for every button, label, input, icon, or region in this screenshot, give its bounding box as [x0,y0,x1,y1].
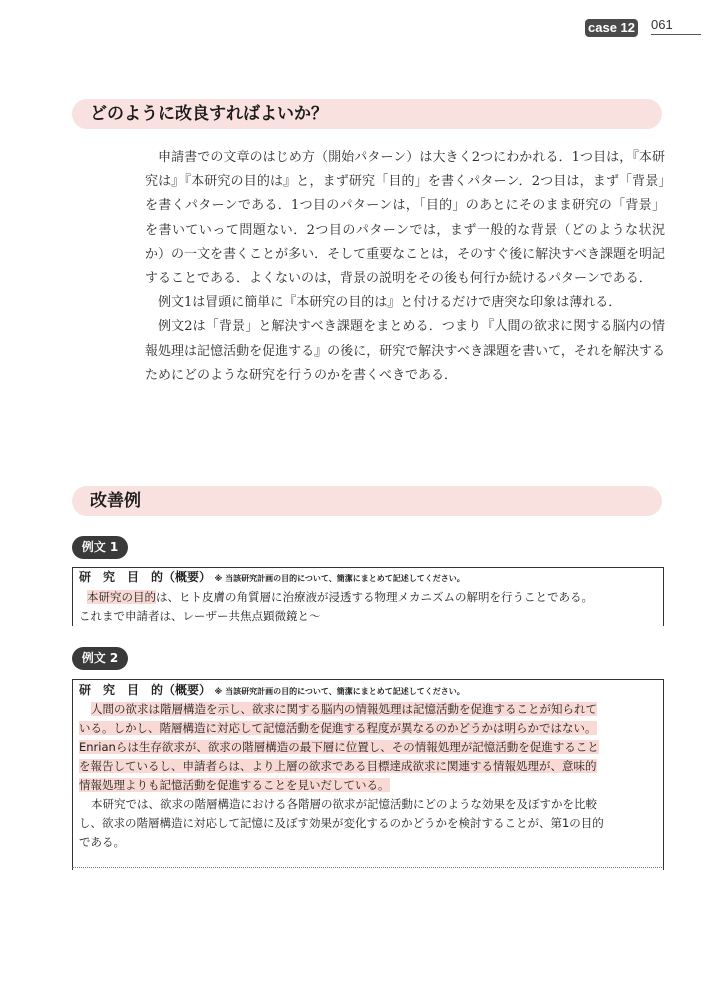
highlight: を報告しているし、申請者らは、より上層の欲求である目標達成欲求に関連する情報処理が、意味的 [79,759,597,773]
box-header-note: ※ 当該研究計画の目的について、簡潔にまとめて記述してください。 [214,687,465,696]
box-dotted-divider [72,867,662,868]
body-text [145,146,665,388]
highlight: 情報処理よりも記憶活動を促進することを見いだしている。 [79,778,390,792]
box-header-note: ※ 当該研究計画の目的について、簡潔にまとめて記述してください。 [214,574,465,583]
box-line [79,719,659,739]
highlight: Enrianらは生存欲求が、欲求の階層構造の最下層に位置し、その情報処理が記憶活動を促進すること [79,740,599,754]
box-line: 本研究では、欲求の階層構造における各階層の欲求が記憶活動にどのような効果を及ぼすかを比較 [91,797,597,811]
example-box-2 [72,679,664,870]
paragraph: 例文1は冒頭に簡単に『本研究の目的は』と付けるだけで唐突な印象は薄れる． [158,295,622,311]
box-header-title: 研 究 目 的（概要） [79,570,212,584]
box-header [79,568,465,585]
example-label: 例文 2 [72,647,128,670]
box-line [79,738,659,758]
box-line: である。 [79,835,125,849]
case-badge: case 12 [585,19,638,37]
section-heading-examples [72,486,662,516]
text: は、ヒト皮膚の角質層に治療液が浸透する物理メカニズムの解明を行うことである。 [156,590,593,604]
box-line: し、欲求の階層構造に対応して記憶に及ぼす効果が変化するのかどうかを検討することが、第1の目的 [79,816,604,830]
section-title: 改善例 [90,491,141,511]
box-line [79,757,659,777]
paragraph: 例文2は「背景」と解決すべき課題をまとめる．つまり『人間の欲求に関する脳内の情報処理は記憶活動を促進する』の後に，研究で解決すべき課題を書いて，それを解決するためにどのような研究を行うのかを書くべきである． [145,319,665,383]
example-label: 例文 1 [72,536,128,559]
section-heading-improvement [72,99,662,129]
example-box-1 [72,567,664,626]
box-line [79,776,659,796]
box-line [79,588,659,608]
section-title: どのように改良すればよいか？ [90,104,328,124]
box-header-title: 研 究 目 的（概要） [79,683,212,697]
highlight: 本研究の目的 [87,590,156,604]
box-header [79,681,465,698]
page-number: 061 [651,17,701,35]
highlight: いる。しかし、階層構造に対応して記憶活動を促進する程度が異なるのかどうかは明らかではない。 [79,721,597,735]
box-line [79,700,659,720]
highlight: 人間の欲求は階層構造を示し、欲求に関する脳内の情報処理は記憶活動を促進することが知られて [91,702,597,716]
paragraph: 申請書での文章のはじめ方（開始パターン）は大きく2つにわかれる．1つ目は，『本研究は』『本研究の目的は』と，まず研究「目的」を書くパターン．2つ目は，まず「背景」を書くパターンである．1つ目のパターンは，「目的」のあとにそのまま研究の「背景」を書いていって問題ない．2つ目のパターンでは，まず一般的な背景（どのような状況か）の一文を書くことが多い．そして重要なことは，そのすぐ後に解決すべき課題を明記することである．よくないのは，背景の説明をその後も何行か続けるパターンである． [145,150,665,287]
box-line: これまで申請者は、レーザー共焦点顕微鏡と～ [79,609,321,623]
